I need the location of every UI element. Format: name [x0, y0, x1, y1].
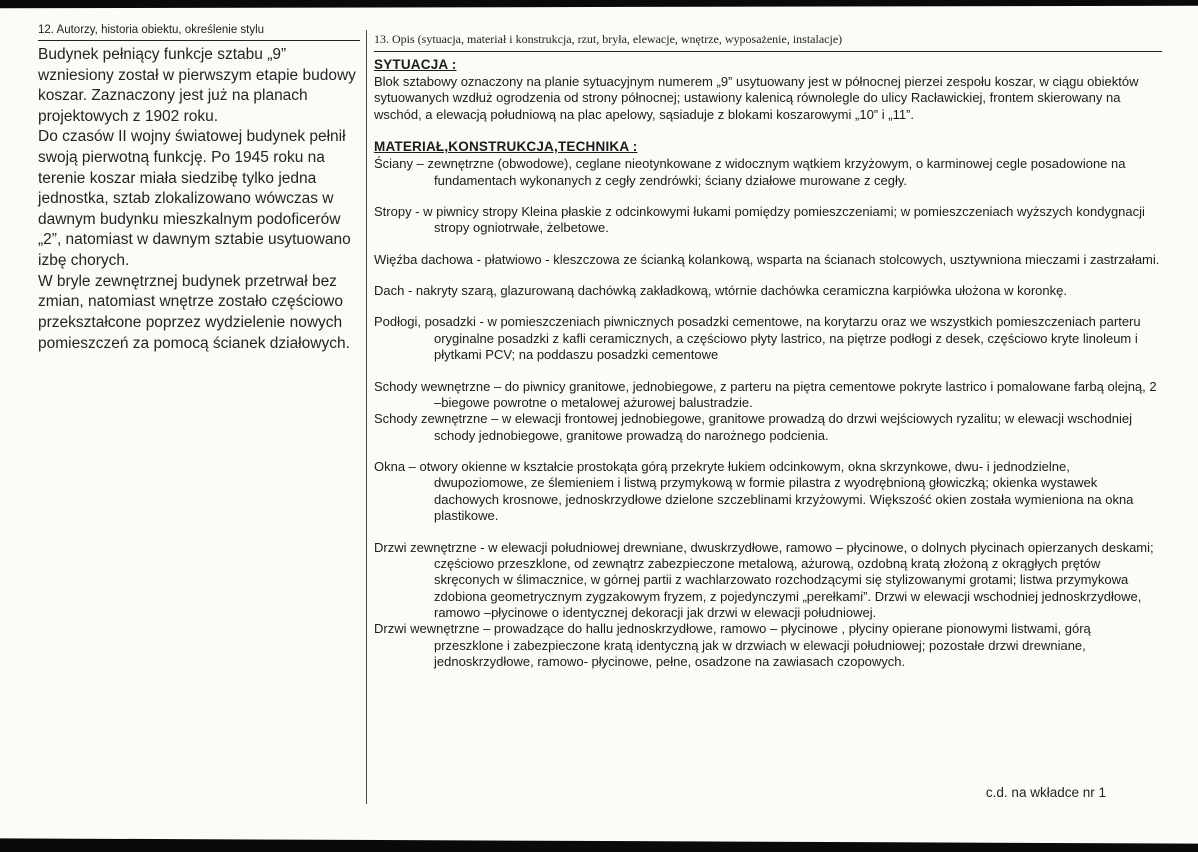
desc-walls: Ściany – zewnętrzne (obwodowe), ceglane nieotynkowane z widocznym wątkiem krzyżowym, o karminowej cegle posadowione na fundamentach wykonanych z cegły zendrówki; ściany działowe murowane z cegły.	[374, 156, 1126, 188]
section-13-header: 13. Opis (sytuacja, materiał i konstrukcja, rzut, bryła, elewacje, wnętrze, wyposażenie, instalacje)	[374, 24, 1162, 52]
continuation-note: c.d. na wkładce nr 1	[985, 785, 1106, 800]
section-12-header: 12. Autorzy, historia obiektu, określenie stylu	[38, 24, 360, 41]
section-13-description-column	[374, 24, 1162, 671]
desc-roof: Dach - nakryty szarą, glazurowaną dachówką zakładkową, wtórnie dachówka ceramiczna karpiówka ułożona w koronkę.	[374, 283, 1067, 298]
desc-stairs-internal: Schody wewnętrzne – do piwnicy granitowe, jednobiegowe, z parteru na piętra cementowe pokryte lastrico i pomalowane farbą olejną, 2 –biegowe powrotne o metalowej ażurowej balustradzie.	[374, 378, 1157, 410]
situation-text: Blok sztabowy oznaczony na planie sytuacyjnym numerem „9” usytuowany jest w północnej pierzei zespołu koszar, w ciągu obiektów sytuowanych wzdłuż ogrodzenia od strony północnej; ustawiony kalenicą równolegle do ulicy Racławickiej, frontem skierowany na wschód, a elewacją południową na plac apelowy, sąsiaduje z blokami koszarowymi „10” i „11”.	[374, 74, 1139, 122]
history-paragraph-origin: Budynek pełniący funkcje sztabu „9” wzniesiony został w pierwszym etapie budowy koszar. Zaznaczony jest już na planach projektowych z 1902 roku.	[38, 46, 356, 125]
history-paragraph-alterations: W bryle zewnętrznej budynek przetrwał bez zmian, natomiast wnętrze zostało częściowo przekształcone poprzez wydzielenie nowych pomieszczeń za pomocą ścianek działowych.	[38, 272, 350, 352]
scan-edge-top	[0, 0, 1198, 8]
history-text-block	[38, 45, 360, 354]
description-text-block	[374, 54, 1162, 671]
history-paragraph-wartime: Do czasów II wojny światowej budynek pełnił swoją pierwotną funkcję. Po 1945 roku na terenie koszar miała siedzibę tylko jedna jednostka, sztab zlokalizowano wówczas w dawnym budynku mieszkalnym podoficerów „2”, natomiast w dawnym sztabie usytuowano izbę chorych.	[38, 128, 351, 270]
desc-windows: Okna – otwory okienne w kształcie prostokąta górą przekryte łukiem odcinkowym, okna skrzynkowe, dwu- i jednodzielne, dwupoziomowe, ze ślemieniem i listwą przymykową w formie pilastra z wyodrębnioną głowiczką; okienka wystawek dachowych krosnowe, jednoskrzydłowe dzielone szczeblinami krzyżowymi. Większość okien została wymieniona na okna plastikowe.	[374, 459, 1134, 524]
situation-heading: SYTUACJA :	[374, 57, 457, 72]
column-divider	[366, 30, 367, 804]
material-construction-heading: MATERIAŁ,KONSTRUKCJA,TECHNIKA :	[374, 139, 638, 155]
desc-doors-external: Drzwi zewnętrzne - w elewacji południowej drewniane, dwuskrzydłowe, ramowo – płycinowe, o dolnych płycinach opierzanych deskami; częściowo przeszklone, od zewnątrz zabezpieczone metalową, ażurową, ozdobną kratą złożoną z okrągłych prętów skręconych w ślimacznice, w górnej partii z wachlarzowato rozchodzącymi się stylizowanymi grotami; listwa przymykowa zdobiona geometrycznym zygzakowym fryzem, z pojedynczymi „perełkami”. Drzwi w elewacji wschodniej jednoskrzydłowe, ramowo –płycinowe o identycznej dekoracji jak drzwi w elewacji południowej.	[374, 539, 1154, 620]
scan-edge-bottom	[0, 838, 1198, 852]
desc-roof-truss: Więźba dachowa - płatwiowo - kleszczowa ze ścianką kolankową, wsparta na ścianach stolcowych, usztywniona mieczami i zastrzałami.	[374, 251, 1160, 267]
desc-doors-internal: Drzwi wewnętrzne – prowadzące do hallu jednoskrzydłowe, ramowo – płycinowe , płyciny opierane pionowymi listwami, górą przeszklone i zabezpieczone kratą identyczną jak w drzwiach w elewacji południowej; pozostałe drzwi drewniane, jednoskrzydłowe, ramowo- płycinowe, pełne, osadzone na zawiasach czopowych.	[374, 621, 1091, 670]
desc-stairs-external: Schody zewnętrzne – w elewacji frontowej jednobiegowe, granitowe prowadzą do drzwi wejściowych ryzalitu; w elewacji wschodniej schody jednobiegowe, granitowe prowadzą do narożnego podcienia.	[374, 411, 1132, 443]
section-12-history-column	[38, 24, 360, 354]
desc-ceilings: Stropy - w piwnicy stropy Kleina płaskie z odcinkowymi łukami pomiędzy pomieszczeniami; w pomieszczeniach wyższych kondygnacji stropy ogniotrwałe, żelbetowe.	[374, 203, 1145, 236]
desc-floors: Podłogi, posadzki - w pomieszczeniach piwnicznych posadzki cementowe, na korytarzu oraz we wszystkich pomieszczeniach parteru oryginalne posadzki z kafli ceramicznych, a częściowo płyty lastrico, na piętrze podłogi z desek, częściowo kryte linoleum i płytkami PCV; na poddaszu posadzki cementowe	[374, 314, 1141, 363]
